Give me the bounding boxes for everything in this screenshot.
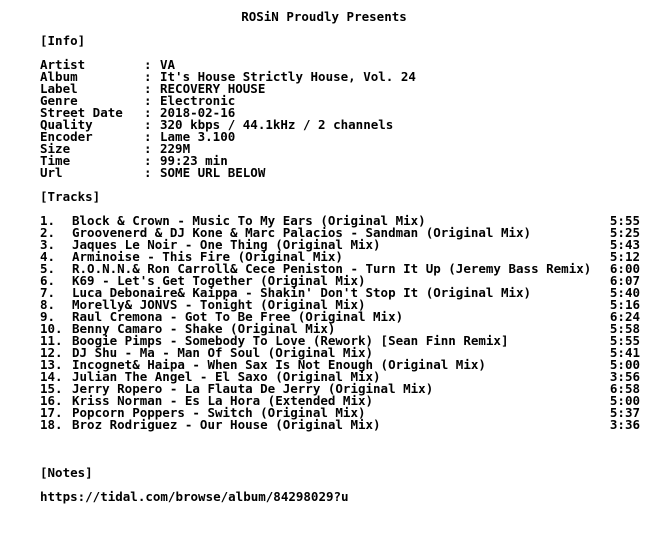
- track-number: 6.: [40, 273, 56, 288]
- track-number: 9.: [40, 309, 56, 324]
- info-value: It's House Strictly House, Vol. 24: [160, 69, 416, 84]
- info-key: Encoder: [40, 129, 93, 144]
- info-value: 99:23 min: [160, 153, 228, 168]
- track-duration: 5:40: [609, 285, 640, 300]
- track-title: Groovenerd & DJ Kone & Marc Palacios - Sandman (Original Mix): [72, 225, 532, 240]
- page-title: ROSiN Proudly Presents: [241, 9, 407, 24]
- info-value: Lame 3.100: [160, 129, 236, 144]
- track-number: 10.: [40, 321, 63, 336]
- track-title: Block & Crown - Music To My Ears (Original Mix): [72, 213, 426, 228]
- track-duration: 5:55: [609, 333, 640, 348]
- track-number: 4.: [40, 249, 56, 264]
- info-section-label: [Info]: [40, 33, 86, 48]
- track-title: DJ Shu - Ma - Man Of Soul (Original Mix): [72, 345, 374, 360]
- info-colon: :: [144, 165, 152, 180]
- track-number: 17.: [40, 405, 63, 420]
- track-duration: 6:07: [609, 273, 640, 288]
- track-number: 8.: [40, 297, 56, 312]
- track-title: Broz Rodriguez - Our House (Original Mix): [72, 417, 381, 432]
- track-title: Benny Camaro - Shake (Original Mix): [72, 321, 336, 336]
- info-colon: :: [144, 81, 152, 96]
- notes-url: https://tidal.com/browse/album/84298029?u: [40, 489, 349, 504]
- info-colon: :: [144, 117, 152, 132]
- info-value: 320 kbps / 44.1kHz / 2 channels: [160, 117, 394, 132]
- track-duration: 3:56: [609, 369, 640, 384]
- info-colon: :: [144, 69, 152, 84]
- info-colon: :: [144, 57, 152, 72]
- track-duration: 3:36: [609, 417, 640, 432]
- info-colon: :: [144, 129, 152, 144]
- info-value: 229M: [160, 141, 191, 156]
- track-title: Popcorn Poppers - Switch (Original Mix): [72, 405, 366, 420]
- info-key: Time: [40, 153, 71, 168]
- track-duration: 5:55: [609, 213, 640, 228]
- track-duration: 5:12: [609, 249, 640, 264]
- track-duration: 5:37: [609, 405, 640, 420]
- track-duration: 6:00: [609, 261, 640, 276]
- info-colon: :: [144, 141, 152, 156]
- track-title: Julian The Angel - El Saxo (Original Mix): [72, 369, 381, 384]
- info-value: RECOVERY HOUSE: [160, 81, 266, 96]
- track-number: 2.: [40, 225, 56, 240]
- info-value: SOME URL BELOW: [160, 165, 266, 180]
- track-title: Raul Cremona - Got To Be Free (Original Mix): [72, 309, 404, 324]
- info-key: Size: [40, 141, 71, 156]
- info-key: Album: [40, 69, 78, 84]
- track-number: 15.: [40, 381, 63, 396]
- track-number: 14.: [40, 369, 63, 384]
- track-number: 3.: [40, 237, 56, 252]
- info-colon: :: [144, 105, 152, 120]
- track-title: Jerry Ropero - La Flauta De Jerry (Original Mix): [72, 381, 434, 396]
- track-number: 5.: [40, 261, 56, 276]
- track-number: 7.: [40, 285, 56, 300]
- info-colon: :: [144, 153, 152, 168]
- track-list: [40, 215, 640, 431]
- track-title: Incognet& Haipa - When Sax Is Not Enough (Original Mix): [72, 357, 486, 372]
- track-number: 13.: [40, 357, 63, 372]
- info-key: Url: [40, 165, 63, 180]
- info-value: 2018-02-16: [160, 105, 236, 120]
- track-number: 16.: [40, 393, 63, 408]
- tracks-section-label: [Tracks]: [40, 189, 101, 204]
- track-title: R.O.N.N.& Ron Carroll& Cece Peniston - Turn It Up (Jeremy Bass Remix): [72, 261, 592, 276]
- track-number: 18.: [40, 417, 63, 432]
- track-title: Arminoise - This Fire (Original Mix): [72, 249, 343, 264]
- info-key: Artist: [40, 57, 86, 72]
- track-duration: 5:00: [609, 393, 640, 408]
- track-duration: 6:58: [609, 381, 640, 396]
- info-key: Genre: [40, 93, 78, 108]
- info-key: Quality: [40, 117, 93, 132]
- info-key: Street Date: [40, 105, 123, 120]
- track-number: 12.: [40, 345, 63, 360]
- track-number: 1.: [40, 213, 56, 228]
- track-duration: 5:00: [609, 357, 640, 372]
- track-title: Morelly& JONVS - Tonight (Original Mix): [72, 297, 366, 312]
- track-duration: 5:25: [609, 225, 640, 240]
- track-number: 11.: [40, 333, 63, 348]
- info-value: Electronic: [160, 93, 236, 108]
- info-value: VA: [160, 57, 176, 72]
- track-duration: 5:41: [609, 345, 640, 360]
- track-title: Jaques Le Noir - One Thing (Original Mix): [72, 237, 381, 252]
- track-duration: 5:43: [609, 237, 640, 252]
- info-colon: :: [144, 93, 152, 108]
- track-row: [40, 419, 640, 431]
- track-title: Kriss Norman - Es La Hora (Extended Mix): [72, 393, 374, 408]
- track-duration: 5:16: [609, 297, 640, 312]
- notes-section-label: [Notes]: [40, 465, 93, 480]
- track-title: Boogie Pimps - Somebody To Love (Rework) [Sean Finn Remix]: [72, 333, 509, 348]
- track-title: Luca Debonaire& Kaippa - Shakin' Don't Stop It (Original Mix): [72, 285, 532, 300]
- track-title: K69 - Let's Get Together (Original Mix): [72, 273, 366, 288]
- track-duration: 6:24: [609, 309, 640, 324]
- info-key: Label: [40, 81, 78, 96]
- track-duration: 5:58: [609, 321, 640, 336]
